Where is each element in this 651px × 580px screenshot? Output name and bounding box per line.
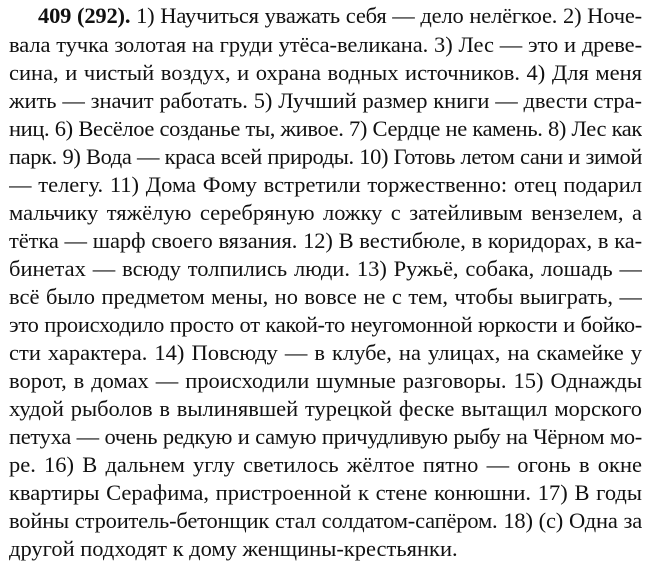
text-line-3: сина, и чистый воздух, и охрана водных источников. 4) Для меня bbox=[9, 60, 642, 85]
text-line-8: мальчику тяжёлую серебряную ложку с затейливым вензелем, а bbox=[9, 200, 642, 225]
text-line-7: — телегу. 11) Дома Фому встретили торжественно: отец подарил bbox=[9, 172, 642, 197]
text-line-17: ре. 16) В дальнем углу светилось жёлтое пятно — огонь в окне bbox=[9, 452, 642, 477]
text-line-13: сти характера. 14) Повсюду — в клубе, на улицах, на скамейке у bbox=[9, 340, 642, 365]
text-line-2: вала тучка золотая на груди утёса-великана. 3) Лес — это и древе- bbox=[9, 32, 642, 57]
text-line-5: ниц. 6) Весёлое созданье ты, живое. 7) Сердце не камень. 8) Лес как bbox=[9, 116, 642, 141]
text-line-1 bbox=[38, 3, 642, 29]
text-line-9: тётка — шарф своего вязания. 12) В вестибюле, в коридорах, в ка- bbox=[9, 228, 642, 253]
text-line-14: ворот, в домах — происходили шумные разговоры. 15) Однажды bbox=[9, 368, 642, 393]
text-line-15: худой рыболов в вылинявшей турецкой феске вытащил морского bbox=[9, 396, 642, 421]
text-line-10: бинетах — всюду толпились люди. 13) Ружьё, собака, лошадь — bbox=[9, 256, 642, 281]
text-line-16: петуха — очень редкую и самую причудливую рыбу на Чёрном мо- bbox=[9, 424, 642, 449]
text-line-18: квартиры Серафима, пристроенной к стене конюшни. 17) В годы bbox=[9, 480, 642, 505]
text-line-19: войны строитель-бетонщик стал солдатом-сапёром. 18) (с) Одна за bbox=[9, 508, 642, 533]
text-line-4: жить — значит работать. 5) Лучший размер книги — двести стра- bbox=[9, 88, 642, 113]
text-line-1-body: 1) Научиться уважать себя — дело нелёгкое. 2) Ноче- bbox=[130, 3, 642, 28]
text-line-6: парк. 9) Вода — краса всей природы. 10) Готовь летом сани и зимой bbox=[9, 144, 642, 169]
text-line-11: всё было предметом мены, но вовсе не с тем, чтобы выиграть, — bbox=[9, 284, 642, 309]
text-line-20: другой подходят к дому женщины-крестьянки. bbox=[9, 536, 458, 561]
text-line-12: это происходило просто от какой-то неугомонной юркости и бойко- bbox=[9, 312, 642, 337]
exercise-number: 409 (292). bbox=[38, 3, 131, 28]
